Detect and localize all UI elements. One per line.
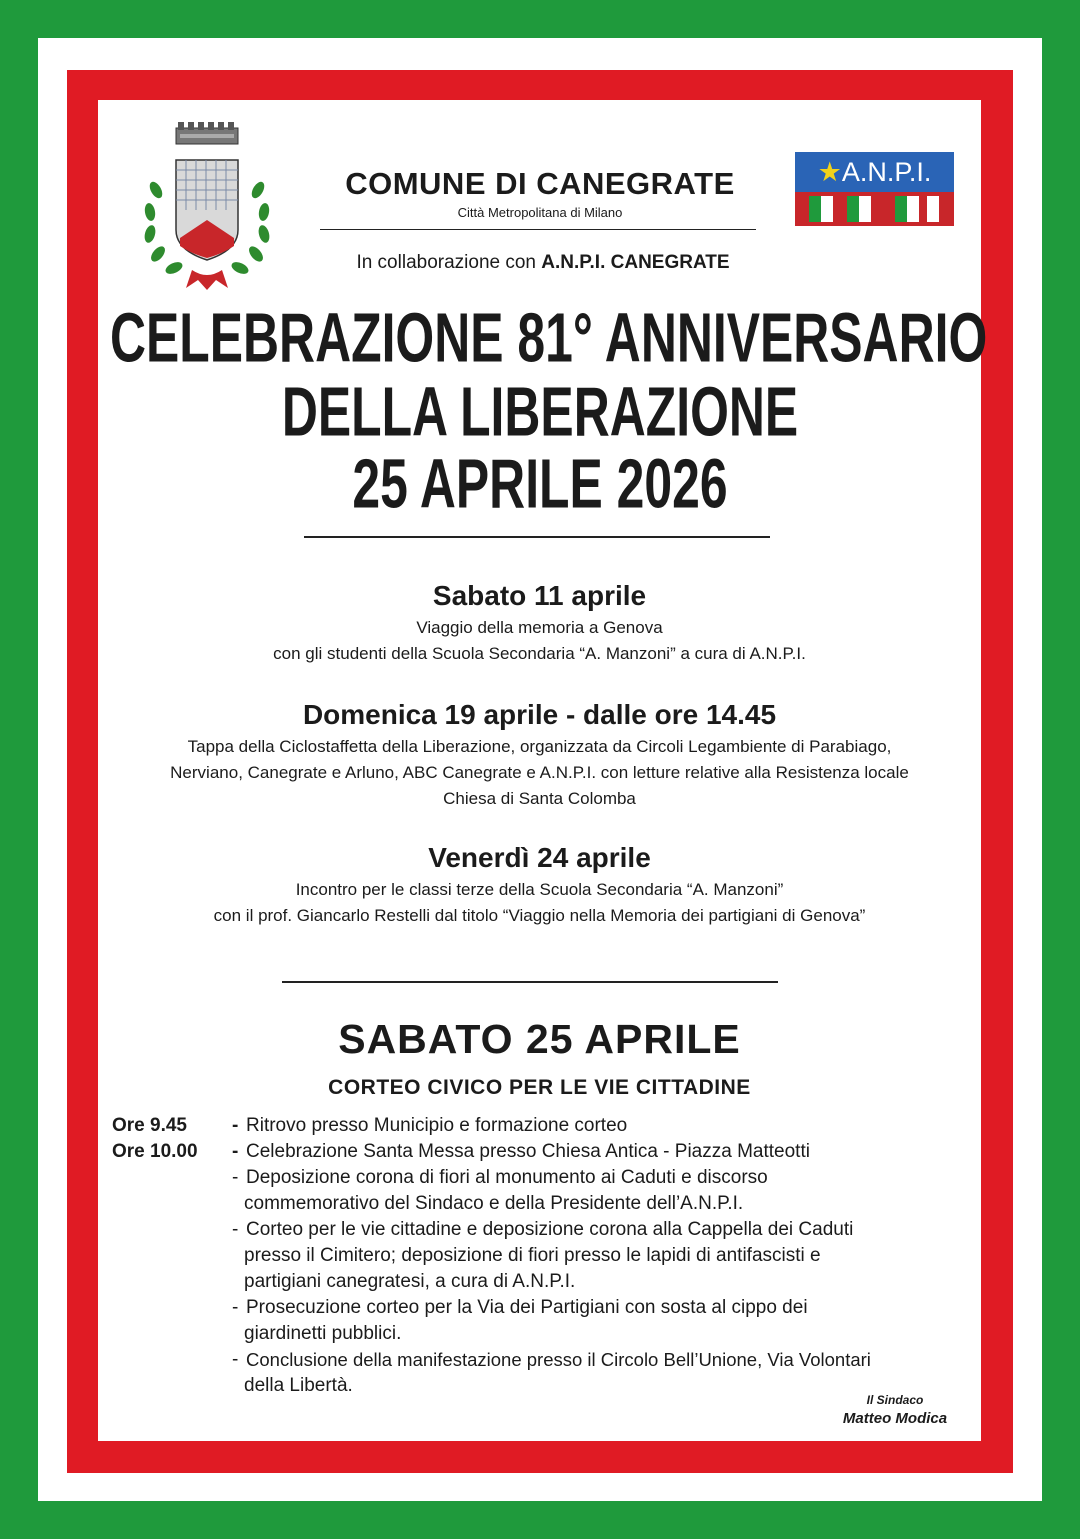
program-dash: - [232, 1349, 239, 1370]
program-line: Prosecuzione corteo per la Via dei Partigiani con sosta al cippo dei [246, 1297, 808, 1318]
collab-org: A.N.P.I. CANEGRATE [541, 252, 730, 273]
event-line: con gli studenti della Scuola Secondaria “A. Manzoni” a cura di A.N.P.I. [273, 644, 806, 663]
header-divider [320, 229, 756, 230]
headline-line-3: 25 APRILE 2026 [352, 445, 728, 524]
main-day-subtitle: CORTEO CIVICO PER LE VIE CITTADINE [328, 1076, 751, 1099]
main-day-title: SABATO 25 APRILE [338, 1016, 741, 1062]
program-line: Ritrovo presso Municipio e formazione corteo [246, 1115, 628, 1136]
program-time: Ore 10.00 [112, 1141, 198, 1162]
event-title: Sabato 11 aprile [432, 580, 647, 611]
program-line: Corteo per le vie cittadine e deposizione corona alla Cappella dei Caduti [246, 1219, 854, 1240]
star-icon: ★ [817, 157, 842, 187]
program-time: Ore 9.45 [112, 1115, 187, 1136]
program-line: Deposizione corona di fiori al monumento ai Caduti e discorso [246, 1167, 768, 1188]
event-line: Tappa della Ciclostaffetta della Liberazione, organizzata da Circoli Legambiente di Parabiago, [187, 737, 892, 756]
headline-line-1: CELEBRAZIONE 81° ANNIVERSARIO [110, 299, 988, 378]
program-dash: - [232, 1219, 239, 1240]
event-title: Venerdì 24 aprile [428, 842, 651, 873]
comune-coat-of-arms-icon [136, 120, 278, 292]
event-line: con il prof. Giancarlo Restelli dal titolo “Viaggio nella Memoria dei partigiani di Genova” [213, 906, 866, 925]
comune-title: COMUNE DI CANEGRATE [345, 166, 735, 201]
program-dash: - [232, 1141, 239, 1162]
collab-prefix: In collaborazione con [356, 252, 542, 273]
anpi-logo-label: A.N.P.I. [841, 157, 932, 187]
event-line: Chiesa di Santa Colomba [443, 789, 636, 808]
event-line: Viaggio della memoria a Genova [416, 618, 663, 637]
signature-role: Il Sindaco [866, 1393, 924, 1407]
program-line: giardinetti pubblici. [244, 1323, 402, 1344]
anpi-logo-text [795, 152, 954, 192]
program-dash: - [232, 1297, 239, 1318]
headline-divider [304, 536, 770, 538]
program-line: Celebrazione Santa Messa presso Chiesa Antica - Piazza Matteotti [246, 1141, 810, 1162]
program-line: della Libertà. [244, 1375, 353, 1396]
signature-name: Matteo Modica [842, 1410, 948, 1427]
collaboration-line [300, 252, 786, 274]
program-dash: - [232, 1167, 239, 1188]
program-line: commemorativo del Sindaco e della Presidente dell’A.N.P.I. [244, 1193, 744, 1214]
headline-line-2: DELLA LIBERAZIONE [281, 373, 799, 452]
event-title: Domenica 19 aprile - dalle ore 14.45 [302, 699, 777, 730]
program-dash: - [232, 1115, 239, 1136]
program-line: presso il Cimitero; deposizione di fiori presso le lapidi di antifascisti e [244, 1245, 821, 1266]
anpi-flag-stripes [795, 192, 954, 226]
events-divider [282, 981, 778, 983]
event-line: Incontro per le classi terze della Scuola Secondaria “A. Manzoni” [295, 880, 784, 899]
program-line: partigiani canegratesi, a cura di A.N.P.I. [244, 1271, 576, 1292]
comune-subtitle: Città Metropolitana di Milano [457, 205, 623, 220]
program-line: Conclusione della manifestazione presso il Circolo Bell’Unione, Via Volontari [246, 1349, 871, 1370]
event-line: Nerviano, Canegrate e Arluno, ABC Canegrate e A.N.P.I. con letture relative alla Resistenza locale [170, 763, 909, 782]
